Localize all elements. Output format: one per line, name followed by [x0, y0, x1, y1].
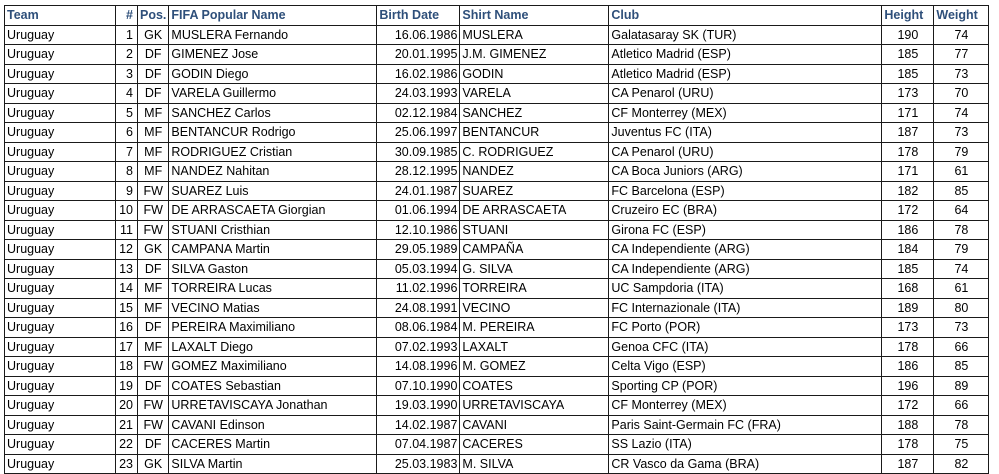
cell-fifa-name: URRETAVISCAYA Jonathan: [169, 396, 377, 416]
cell-birth-date: 25.03.1983: [377, 454, 460, 474]
cell-club: Atletico Madrid (ESP): [609, 45, 882, 65]
cell-height: 182: [882, 181, 934, 201]
cell-shirt-name: CAMPAÑA: [460, 240, 609, 260]
cell-shirt-name: URRETAVISCAYA: [460, 396, 609, 416]
cell-weight: 85: [934, 357, 989, 377]
cell-club: Paris Saint-Germain FC (FRA): [609, 415, 882, 435]
header-club: Club: [609, 6, 882, 26]
cell-height: 185: [882, 64, 934, 84]
cell-shirt-name: CACERES: [460, 435, 609, 455]
cell-position: DF: [138, 64, 169, 84]
cell-shirt-name: GODIN: [460, 64, 609, 84]
cell-club: Girona FC (ESP): [609, 220, 882, 240]
cell-weight: 85: [934, 181, 989, 201]
cell-position: DF: [138, 84, 169, 104]
cell-club: FC Barcelona (ESP): [609, 181, 882, 201]
cell-weight: 79: [934, 142, 989, 162]
cell-shirt-name: COATES: [460, 376, 609, 396]
cell-team: Uruguay: [5, 142, 116, 162]
cell-fifa-name: CAVANI Edinson: [169, 415, 377, 435]
cell-height: 178: [882, 435, 934, 455]
cell-team: Uruguay: [5, 259, 116, 279]
cell-number: 8: [116, 162, 138, 182]
table-row: [5, 279, 989, 299]
cell-height: 172: [882, 201, 934, 221]
cell-height: 173: [882, 84, 934, 104]
header-weight: Weight: [934, 6, 989, 26]
cell-shirt-name: NANDEZ: [460, 162, 609, 182]
cell-shirt-name: VARELA: [460, 84, 609, 104]
cell-shirt-name: M. SILVA: [460, 454, 609, 474]
cell-fifa-name: VARELA Guillermo: [169, 84, 377, 104]
table-row: [5, 181, 989, 201]
table-row: [5, 162, 989, 182]
cell-height: 178: [882, 337, 934, 357]
cell-position: MF: [138, 337, 169, 357]
table-row: [5, 318, 989, 338]
cell-number: 10: [116, 201, 138, 221]
cell-height: 171: [882, 103, 934, 123]
cell-position: GK: [138, 25, 169, 45]
cell-fifa-name: RODRIGUEZ Cristian: [169, 142, 377, 162]
table-row: [5, 201, 989, 221]
cell-height: 172: [882, 396, 934, 416]
cell-team: Uruguay: [5, 415, 116, 435]
cell-club: Galatasaray SK (TUR): [609, 25, 882, 45]
cell-position: DF: [138, 318, 169, 338]
squad-table: [4, 5, 989, 474]
cell-height: 173: [882, 318, 934, 338]
cell-birth-date: 24.03.1993: [377, 84, 460, 104]
table-row: [5, 220, 989, 240]
cell-team: Uruguay: [5, 123, 116, 143]
cell-team: Uruguay: [5, 435, 116, 455]
cell-birth-date: 07.02.1993: [377, 337, 460, 357]
cell-birth-date: 11.02.1996: [377, 279, 460, 299]
cell-weight: 82: [934, 454, 989, 474]
cell-club: SS Lazio (ITA): [609, 435, 882, 455]
table-row: [5, 64, 989, 84]
cell-shirt-name: M. GOMEZ: [460, 357, 609, 377]
cell-weight: 78: [934, 415, 989, 435]
cell-club: Genoa CFC (ITA): [609, 337, 882, 357]
cell-team: Uruguay: [5, 64, 116, 84]
table-row: [5, 103, 989, 123]
cell-position: MF: [138, 279, 169, 299]
cell-club: CF Monterrey (MEX): [609, 396, 882, 416]
cell-weight: 73: [934, 318, 989, 338]
cell-position: MF: [138, 162, 169, 182]
cell-team: Uruguay: [5, 357, 116, 377]
table-row: [5, 298, 989, 318]
cell-team: Uruguay: [5, 318, 116, 338]
cell-club: CA Penarol (URU): [609, 142, 882, 162]
header-height: Height: [882, 6, 934, 26]
cell-birth-date: 14.02.1987: [377, 415, 460, 435]
cell-club: CA Boca Juniors (ARG): [609, 162, 882, 182]
table-row: [5, 240, 989, 260]
cell-fifa-name: GOMEZ Maximiliano: [169, 357, 377, 377]
cell-number: 21: [116, 415, 138, 435]
cell-fifa-name: VECINO Matias: [169, 298, 377, 318]
header-shirt-name: Shirt Name: [460, 6, 609, 26]
cell-height: 187: [882, 454, 934, 474]
cell-birth-date: 30.09.1985: [377, 142, 460, 162]
cell-position: FW: [138, 220, 169, 240]
cell-birth-date: 25.06.1997: [377, 123, 460, 143]
cell-height: 187: [882, 123, 934, 143]
cell-club: CA Independiente (ARG): [609, 240, 882, 260]
cell-position: DF: [138, 376, 169, 396]
cell-club: FC Porto (POR): [609, 318, 882, 338]
cell-position: GK: [138, 240, 169, 260]
cell-height: 188: [882, 415, 934, 435]
cell-fifa-name: SILVA Gaston: [169, 259, 377, 279]
cell-position: DF: [138, 259, 169, 279]
cell-birth-date: 24.01.1987: [377, 181, 460, 201]
cell-position: MF: [138, 123, 169, 143]
cell-position: GK: [138, 454, 169, 474]
cell-number: 6: [116, 123, 138, 143]
cell-birth-date: 07.10.1990: [377, 376, 460, 396]
cell-fifa-name: COATES Sebastian: [169, 376, 377, 396]
cell-fifa-name: NANDEZ Nahitan: [169, 162, 377, 182]
cell-shirt-name: G. SILVA: [460, 259, 609, 279]
cell-club: CF Monterrey (MEX): [609, 103, 882, 123]
table-row: [5, 415, 989, 435]
cell-weight: 61: [934, 279, 989, 299]
cell-birth-date: 12.10.1986: [377, 220, 460, 240]
cell-birth-date: 16.06.1986: [377, 25, 460, 45]
cell-birth-date: 05.03.1994: [377, 259, 460, 279]
cell-birth-date: 16.02.1986: [377, 64, 460, 84]
cell-weight: 73: [934, 64, 989, 84]
cell-weight: 74: [934, 103, 989, 123]
cell-position: MF: [138, 142, 169, 162]
cell-club: Celta Vigo (ESP): [609, 357, 882, 377]
cell-number: 23: [116, 454, 138, 474]
cell-position: MF: [138, 298, 169, 318]
cell-team: Uruguay: [5, 220, 116, 240]
cell-birth-date: 01.06.1994: [377, 201, 460, 221]
cell-fifa-name: SILVA Martin: [169, 454, 377, 474]
cell-height: 185: [882, 259, 934, 279]
table-row: [5, 357, 989, 377]
cell-height: 178: [882, 142, 934, 162]
cell-height: 184: [882, 240, 934, 260]
cell-height: 190: [882, 25, 934, 45]
cell-team: Uruguay: [5, 45, 116, 65]
cell-number: 1: [116, 25, 138, 45]
table-row: [5, 259, 989, 279]
cell-shirt-name: MUSLERA: [460, 25, 609, 45]
cell-position: DF: [138, 45, 169, 65]
cell-birth-date: 19.03.1990: [377, 396, 460, 416]
cell-position: FW: [138, 201, 169, 221]
cell-club: Juventus FC (ITA): [609, 123, 882, 143]
cell-shirt-name: DE ARRASCAETA: [460, 201, 609, 221]
table-row: [5, 142, 989, 162]
cell-shirt-name: SUAREZ: [460, 181, 609, 201]
cell-weight: 89: [934, 376, 989, 396]
cell-fifa-name: SUAREZ Luis: [169, 181, 377, 201]
cell-team: Uruguay: [5, 103, 116, 123]
cell-number: 4: [116, 84, 138, 104]
cell-club: CA Penarol (URU): [609, 84, 882, 104]
cell-team: Uruguay: [5, 396, 116, 416]
cell-number: 15: [116, 298, 138, 318]
cell-position: FW: [138, 181, 169, 201]
cell-number: 22: [116, 435, 138, 455]
cell-team: Uruguay: [5, 376, 116, 396]
cell-birth-date: 02.12.1984: [377, 103, 460, 123]
cell-number: 2: [116, 45, 138, 65]
cell-weight: 64: [934, 201, 989, 221]
table-row: [5, 454, 989, 474]
table-row: [5, 435, 989, 455]
table-row: [5, 45, 989, 65]
cell-team: Uruguay: [5, 84, 116, 104]
header-birth-date: Birth Date: [377, 6, 460, 26]
cell-shirt-name: M. PEREIRA: [460, 318, 609, 338]
cell-club: Sporting CP (POR): [609, 376, 882, 396]
cell-weight: 78: [934, 220, 989, 240]
cell-position: FW: [138, 415, 169, 435]
cell-club: CR Vasco da Gama (BRA): [609, 454, 882, 474]
cell-number: 11: [116, 220, 138, 240]
cell-fifa-name: CACERES Martin: [169, 435, 377, 455]
cell-number: 14: [116, 279, 138, 299]
cell-number: 7: [116, 142, 138, 162]
cell-shirt-name: LAXALT: [460, 337, 609, 357]
cell-club: CA Independiente (ARG): [609, 259, 882, 279]
cell-number: 3: [116, 64, 138, 84]
cell-weight: 77: [934, 45, 989, 65]
header-number: #: [116, 6, 138, 26]
cell-fifa-name: PEREIRA Maximiliano: [169, 318, 377, 338]
cell-club: FC Internazionale (ITA): [609, 298, 882, 318]
cell-weight: 79: [934, 240, 989, 260]
cell-team: Uruguay: [5, 162, 116, 182]
cell-birth-date: 14.08.1996: [377, 357, 460, 377]
cell-fifa-name: TORREIRA Lucas: [169, 279, 377, 299]
cell-team: Uruguay: [5, 181, 116, 201]
cell-height: 189: [882, 298, 934, 318]
cell-club: Atletico Madrid (ESP): [609, 64, 882, 84]
cell-shirt-name: C. RODRIGUEZ: [460, 142, 609, 162]
cell-shirt-name: CAVANI: [460, 415, 609, 435]
header-row: [5, 6, 989, 26]
cell-fifa-name: SANCHEZ Carlos: [169, 103, 377, 123]
cell-fifa-name: GODIN Diego: [169, 64, 377, 84]
cell-fifa-name: DE ARRASCAETA Giorgian: [169, 201, 377, 221]
cell-team: Uruguay: [5, 454, 116, 474]
cell-fifa-name: GIMENEZ Jose: [169, 45, 377, 65]
cell-birth-date: 20.01.1995: [377, 45, 460, 65]
cell-fifa-name: STUANI Cristhian: [169, 220, 377, 240]
cell-birth-date: 08.06.1984: [377, 318, 460, 338]
cell-position: FW: [138, 396, 169, 416]
cell-fifa-name: LAXALT Diego: [169, 337, 377, 357]
cell-number: 18: [116, 357, 138, 377]
cell-shirt-name: BENTANCUR: [460, 123, 609, 143]
cell-height: 186: [882, 357, 934, 377]
cell-number: 20: [116, 396, 138, 416]
cell-height: 186: [882, 220, 934, 240]
table-row: [5, 123, 989, 143]
cell-number: 12: [116, 240, 138, 260]
cell-weight: 74: [934, 25, 989, 45]
cell-weight: 66: [934, 396, 989, 416]
cell-club: UC Sampdoria (ITA): [609, 279, 882, 299]
cell-height: 171: [882, 162, 934, 182]
cell-height: 168: [882, 279, 934, 299]
cell-weight: 61: [934, 162, 989, 182]
cell-height: 185: [882, 45, 934, 65]
cell-number: 17: [116, 337, 138, 357]
cell-fifa-name: MUSLERA Fernando: [169, 25, 377, 45]
cell-weight: 74: [934, 259, 989, 279]
cell-position: DF: [138, 435, 169, 455]
table-body: [5, 25, 989, 474]
cell-weight: 73: [934, 123, 989, 143]
cell-weight: 75: [934, 435, 989, 455]
cell-club: Cruzeiro EC (BRA): [609, 201, 882, 221]
cell-weight: 70: [934, 84, 989, 104]
cell-height: 196: [882, 376, 934, 396]
cell-team: Uruguay: [5, 279, 116, 299]
cell-fifa-name: BENTANCUR Rodrigo: [169, 123, 377, 143]
cell-number: 16: [116, 318, 138, 338]
table-row: [5, 84, 989, 104]
cell-number: 19: [116, 376, 138, 396]
table-row: [5, 25, 989, 45]
header-team: Team: [5, 6, 116, 26]
header-position: Pos.: [138, 6, 169, 26]
cell-birth-date: 28.12.1995: [377, 162, 460, 182]
cell-shirt-name: STUANI: [460, 220, 609, 240]
cell-number: 13: [116, 259, 138, 279]
cell-birth-date: 24.08.1991: [377, 298, 460, 318]
cell-position: MF: [138, 103, 169, 123]
cell-shirt-name: VECINO: [460, 298, 609, 318]
cell-fifa-name: CAMPANA Martin: [169, 240, 377, 260]
cell-weight: 80: [934, 298, 989, 318]
table-row: [5, 337, 989, 357]
table-row: [5, 376, 989, 396]
cell-number: 9: [116, 181, 138, 201]
cell-team: Uruguay: [5, 337, 116, 357]
table-row: [5, 396, 989, 416]
cell-shirt-name: TORREIRA: [460, 279, 609, 299]
cell-birth-date: 29.05.1989: [377, 240, 460, 260]
cell-team: Uruguay: [5, 240, 116, 260]
cell-shirt-name: SANCHEZ: [460, 103, 609, 123]
cell-team: Uruguay: [5, 201, 116, 221]
cell-shirt-name: J.M. GIMENEZ: [460, 45, 609, 65]
cell-team: Uruguay: [5, 298, 116, 318]
cell-team: Uruguay: [5, 25, 116, 45]
cell-weight: 66: [934, 337, 989, 357]
cell-number: 5: [116, 103, 138, 123]
header-fifa-name: FIFA Popular Name: [169, 6, 377, 26]
cell-birth-date: 07.04.1987: [377, 435, 460, 455]
cell-position: FW: [138, 357, 169, 377]
